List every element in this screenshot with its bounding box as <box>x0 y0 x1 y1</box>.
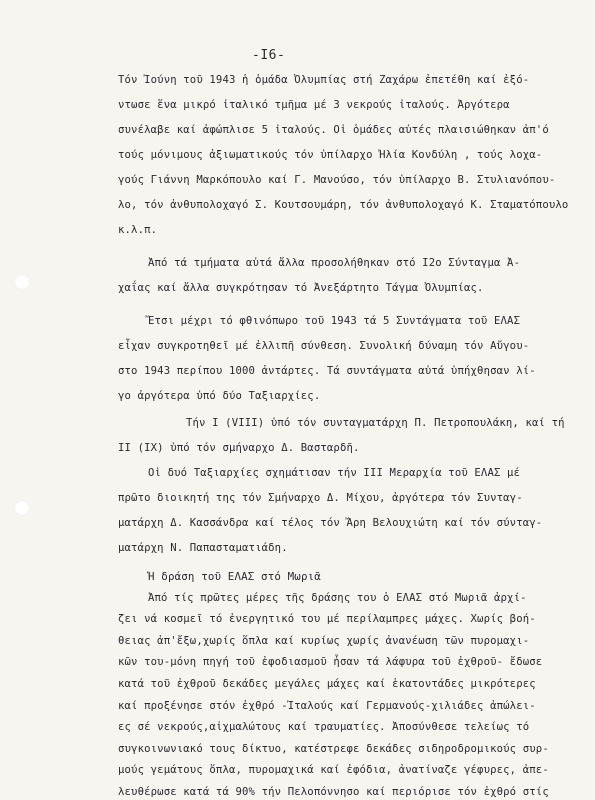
text-line: τούς μόνιμους ἀξιωματικούς τόν ὑπίλαρχο Ἠλία Κονδύλη , τούς λοχα- <box>118 149 543 161</box>
text-line: κῶν του-μόνη πηγή τοῦ ἐφοδιασμοῦ ἦσαν τά λάφυρα τοῦ ἐχθροῦ- ἔδωσε <box>118 656 543 669</box>
text-line: θειας ἀπ'ἔξω,χωρίς ὅπλα καί κυρίως χωρίς ἀνανέωση τῶν πυρομαχι- <box>118 634 530 647</box>
text-line: κατά τοῦ ἐχθροῦ δεκάδες μεγάλες μάχες καί ἑκατοντάδες μικρότερες <box>118 678 536 690</box>
text-line: μούς γεμάτους ὅπλα, πυρομαχικά καί ἐφόδια, ἀνατίναζε γέφυρες, ἀπε- <box>118 764 549 777</box>
text-line: ΙΙ (ΙΧ) ὑπό τόν σμήναρχο Δ. Βασταρδῆ. <box>118 442 360 454</box>
text-line: γούς Γιάννη Μαρκόπουλο καί Γ. Μανούσο, τόν ὑπίλαρχο Β. Στυλιανόπου- <box>118 174 556 186</box>
text-line: χαΐας καί ἄλλα συγκρότησαν τό Ἀνεξάρτητο Τάγμα Ὀλυμπίας. <box>118 282 484 294</box>
page-number: -I6- <box>252 48 286 63</box>
text-line: Ἀπό τά τμήματα αὐτά ἄλλα προσολήθηκαν στό Ι2ο Σύνταγμα Ἀ- <box>148 257 521 269</box>
text-line: συνέλαβε καί ἀφώπλισε 5 ἰταλούς. Οἱ ὁμάδες αὐτές πλαισιώθηκαν ἀπ'ό <box>118 124 549 136</box>
text-line: συγκοινωνιακό τους δίκτυο, κατέστρεφε δεκάδες σιδηροδρομικούς συρ- <box>118 742 549 755</box>
text-line: στο 1943 περίπου 1000 ἀντάρτες. Τά συντάγματα αὐτά ὑπήχθησαν λί- <box>118 365 536 377</box>
text-line: Τήν Ι (VIII) ὑπό τόν συνταγματάρχη Π. Πετροπουλάκη, καί τή <box>186 417 565 429</box>
text-line: λευθέρωσε κατά τά 90% τήν Πελοπόννησο καί περιόρισε τόν ἐχθρό στίς <box>118 786 549 798</box>
text-line: εἶχαν συγκροτηθεῖ μέ ἐλλιπῆ σύνθεση. Συνολική δύναμη τόν Αὔγου- <box>118 340 530 352</box>
text-line: ματάρχη Ν. Παπασταματιάδη. <box>118 542 288 554</box>
text-line: Ἔτσι μέχρι τό φθινόπωρο τοῦ 1943 τά 5 Συντάγματα τοῦ ΕΛΑΣ <box>148 315 521 327</box>
section-heading: Ἡ δράση τοῦ ΕΛΑΣ στό Μωριᾶ <box>148 570 321 583</box>
text-line: ες σέ νεκρούς,αἰχμαλώτους καί τραυματίες. Ἀποσύνθεσε τελείως τό <box>118 721 530 734</box>
text-line: κ.λ.π. <box>118 224 158 236</box>
text-line: γο ἀργότερα ὑπό δύο Ταξιαρχίες. <box>118 390 321 402</box>
text-line: ζει νά κοσμεῖ τό ἐνεργητικό του μέ περίλαμπρες μάχες. Χωρίς βοή- <box>118 613 536 626</box>
text-line: ντωσε ἕνα μικρό ἰταλικό τμῆμα μέ 3 νεκρούς ἰταλούς. Ἀργότερα <box>118 99 510 111</box>
text-line: καί προξένησε στόν ἐχθρό -Ἰταλούς καί Γερμανούς-χιλιάδες ἀπώλει- <box>118 699 536 712</box>
text-line: πρῶτο διοικητή της τόν Σμήναρχο Δ. Μίχου, ἀργότερα τόν Συνταγ- <box>118 492 523 504</box>
text-line: Οἱ δυό Ταξιαρχίες σχημάτισαν τήν ΙΙΙ Μεραρχία τοῦ ΕΛΑΣ μέ <box>148 467 521 479</box>
text-line: ματάρχη Δ. Κασσάνδρα καί τέλος τόν Ἄρη Βελουχιώτη καί τόν σύνταγ- <box>118 517 543 529</box>
text-line: Ἀπό τίς πρῶτες μέρες τῆς δράσης του ὁ ΕΛΑΣ στό Μωριᾶ ἀρχί- <box>148 591 527 604</box>
text-line: λο, τόν ἀνθυπολοχαγό Σ. Κουτσουμάρη, τόν ἀνθυπολοχαγό Κ. Σταματόπουλο <box>118 199 569 211</box>
text-line: Τόν Ἰούνη τοῦ 1943 ἡ ὁμάδα Ὀλυμπίας στή Ζαχάρω ἐπετέθη καί ἐξό- <box>118 74 530 86</box>
